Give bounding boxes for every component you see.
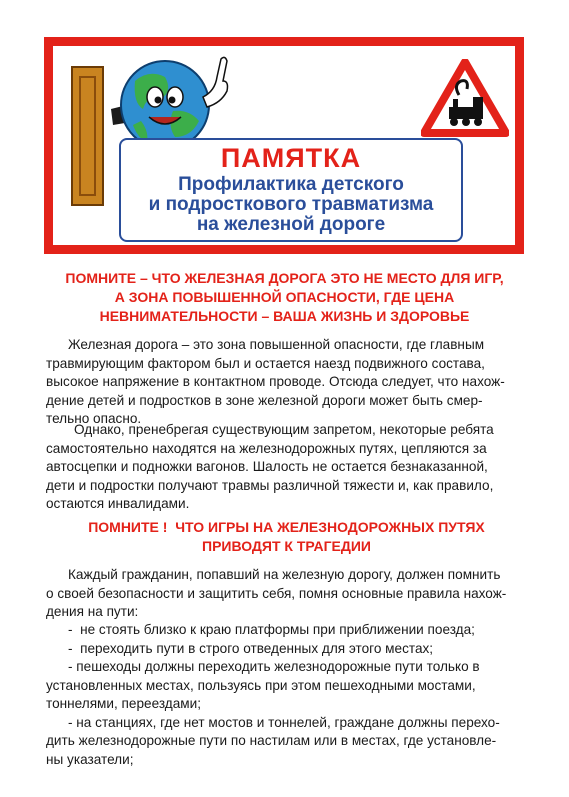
rule-line: ны указатели; <box>46 751 134 767</box>
paragraph-line: дети и подростки получают травмы различной тяжести и, как правило, <box>46 477 494 493</box>
railway-crossing-sign-icon <box>421 59 509 137</box>
warning-line: ПОМНИТЕ ! ЧТО ИГРЫ НА ЖЕЛЕЗНОДОРОЖНЫХ ПУТЯХ <box>88 519 485 535</box>
paragraph-line: тельно опасно. <box>46 411 142 426</box>
banner-inner <box>53 46 515 245</box>
paragraph-line: остаются инвалидами. <box>46 496 190 511</box>
warning-line: ПОМНИТЕ – ЧТО ЖЕЛЕЗНАЯ ДОРОГА ЭТО НЕ МЕСТО ДЛЯ ИГР, <box>65 270 504 286</box>
paragraph-line: Однако, пренебрегая существующим запретом, некоторые ребята <box>74 422 494 437</box>
paragraph-line: автосцепки и подножки вагонов. Шалость не остается безнаказанной, <box>46 459 488 474</box>
paragraph-line: Железная дорога – это зона повышенной опасности, где главным <box>68 337 485 352</box>
page-title: ПАМЯТКА <box>220 143 362 173</box>
paragraph-line: Каждый гражданин, попавший на железную дорогу, должен помнить <box>68 567 501 582</box>
paragraph-line: самостоятельно находятся на железнодорожных путях, цепляются за <box>46 440 487 456</box>
rule-line: - переходить пути в строго отведенных для этого местах; <box>68 640 434 656</box>
rule-line: установленных местах, пользуясь при этом пешеходными мостами, <box>46 677 476 693</box>
subtitle-line: на железной дороге <box>196 214 386 235</box>
paragraph-1 <box>46 336 528 429</box>
rule-line: - на станциях, где нет мостов и тоннелей, граждане должны перехо- <box>68 714 500 730</box>
rule-line: - пешеходы должны переходить железнодорожные пути только в <box>68 659 480 674</box>
door-illustration <box>71 66 104 206</box>
header-banner <box>44 37 524 254</box>
rule-line: - не стоять близко к краю платформы при приближении поезда; <box>68 622 475 637</box>
paragraph-2 <box>46 421 528 514</box>
warning-line: ПРИВОДЯТ К ТРАГЕДИИ <box>202 538 371 554</box>
paragraph-line: дение детей и подростков в зоне железной дороги может быть смер- <box>46 392 483 408</box>
title-box <box>119 138 463 242</box>
warning-line: А ЗОНА ПОВЫШЕННОЙ ОПАСНОСТИ, ГДЕ ЦЕНА <box>114 289 455 305</box>
warning-heading-1 <box>38 269 531 326</box>
paragraph-line: травмирующим фактором был и остается наезд подвижного состава, <box>46 355 485 371</box>
warning-line: НЕВНИМАТЕЛЬНОСТИ – ВАША ЖИЗНЬ И ЗДОРОВЬЕ <box>99 308 470 324</box>
subtitle-line: Профилактика детского <box>178 174 404 195</box>
rule-line: дить железнодорожные пути по настилам или в местах, где установле- <box>46 733 497 748</box>
subtitle-line: и подросткового травматизма <box>148 194 434 215</box>
paragraph-line: о своей безопасности и защитить себя, помня основные правила нахож- <box>46 585 507 601</box>
warning-heading-2 <box>40 518 533 556</box>
rule-line: тоннелями, переездами; <box>46 696 201 711</box>
page-subtitle <box>121 175 461 235</box>
paragraph-3 <box>46 566 528 622</box>
paragraph-line: высокое напряжение в контактном проводе. Отсюда следует, что нахож- <box>46 374 505 389</box>
rules-list <box>46 621 528 769</box>
paragraph-line: дения на пути: <box>46 604 139 619</box>
